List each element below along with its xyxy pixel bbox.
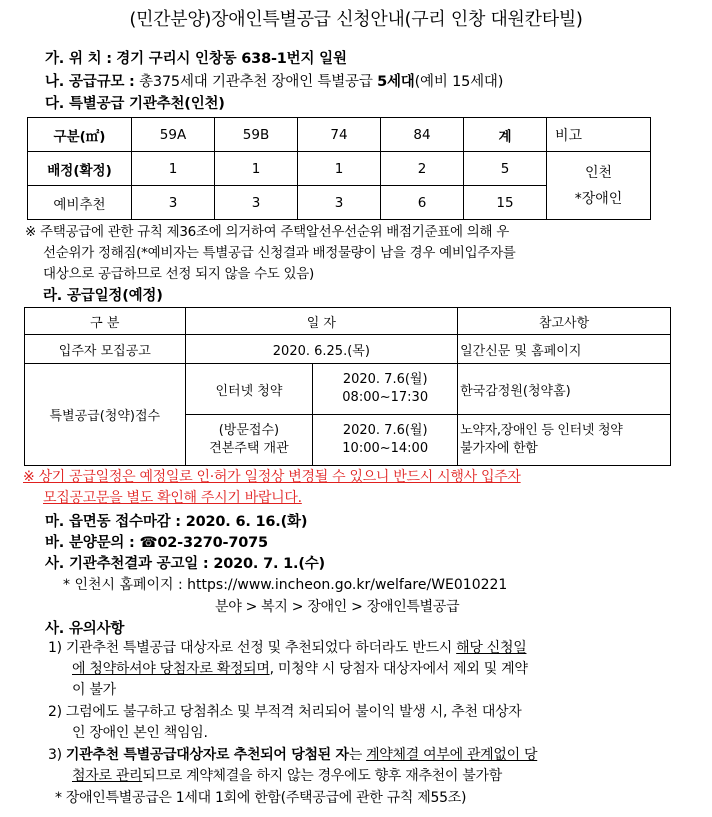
row-label: 특별공급(청약)접수 [25, 364, 186, 466]
header-cell: 59A [132, 118, 215, 152]
header-cell: 참고사항 [458, 308, 671, 335]
notice-underlined: 첨자로 관리 [72, 768, 143, 784]
header-cell: 74 [298, 118, 381, 152]
table-cell: 일간신문 및 홈페이지 [458, 335, 671, 364]
note-text: 불가자에 한함 [460, 441, 538, 456]
row-label: 배정(확정) [28, 152, 132, 186]
notice-line [48, 637, 526, 657]
notice-underlined: 에 청약하셔야 당첨자로 확정되며 [72, 661, 270, 677]
table-cell: 1 [132, 152, 215, 186]
table-cell: 3 [215, 186, 298, 220]
scale-strong: 5세대 [377, 74, 415, 90]
table-cell: 6 [381, 186, 464, 220]
notice-line: 이 불가 [72, 682, 116, 698]
row-label: 입주자 모집공고 [25, 335, 186, 364]
notice-text: 3) [48, 747, 66, 763]
time-text: 10:00~14:00 [342, 441, 429, 456]
table-cell: 15 [464, 186, 547, 220]
warning-line: ※ 상기 공급일정은 예정일로 인·허가 일정상 변경될 수 있으니 반드시 시행사 입주자 [23, 469, 521, 485]
date-cell [313, 364, 458, 415]
location-label: 가. 위 치 : [45, 51, 112, 67]
notice-underlined: 해당 신청일 [456, 640, 527, 656]
table-cell: 2 [381, 152, 464, 186]
header-cell: 84 [381, 118, 464, 152]
scale-label: 나. 공급규모 : [45, 74, 135, 90]
note-line: 선순위가 정해짐(*예비자는 특별공급 신청결과 배정물량이 남을 경우 예비입주자를 [43, 245, 516, 261]
notice-text: , 미청약 시 당첨자 대상자에서 제외 및 계약 [269, 661, 528, 677]
table-row [25, 335, 671, 364]
deadline-line: 마. 읍면동 접수마감 : 2020. 6. 16.(화) [45, 514, 308, 530]
date-text: 2020. 7.6(월) [342, 372, 428, 387]
remark-cell: 인천 *장애인 [547, 152, 651, 220]
location-line [45, 47, 347, 68]
method-text: (방문접수) [218, 423, 280, 438]
phone-icon: ☎ [139, 535, 158, 551]
scale-line [45, 70, 503, 91]
inquiry-phone: 02-3270-7075 [157, 535, 268, 551]
table-row [28, 152, 651, 186]
notice-line [72, 658, 528, 678]
header-cell: 계 [464, 118, 547, 152]
notice-line: 2) 그럼에도 불구하고 당첨취소 및 부적격 처리되어 불이익 발생 시, 추천 대상자 [48, 704, 522, 720]
table-cell: 2020. 6.25.(목) [185, 335, 458, 364]
note-line: ※ 주택공급에 관한 규칙 제36조에 의거하여 주택알선우선순위 배점기준표에 의해 우 [25, 224, 509, 240]
scale-prefix: 총375세대 기관추천 장애인 특별공급 [139, 74, 378, 90]
header-cell: 비고 [547, 118, 651, 152]
note-cell [458, 415, 671, 466]
page-title: (민간분양)장애인특별공급 신청안내(구리 인창 대원칸타빌) [129, 9, 583, 30]
note-line: 대상으로 공급하므로 선정 되지 않을 수도 있음) [43, 266, 314, 282]
time-text: 08:00~17:30 [342, 390, 429, 405]
header-cell: 일 자 [185, 308, 458, 335]
inquiry-line [45, 531, 268, 552]
allocation-table [27, 117, 651, 220]
table-row [28, 118, 651, 152]
date-text: 2020. 7.6(월) [342, 423, 428, 438]
table-row [25, 308, 671, 335]
breadcrumb: 분야 > 복지 > 장애인 > 장애인특별공급 [215, 599, 460, 615]
notice-text: 되므로 계약체결을 하지 않는 경우에도 향후 재추천이 불가함 [142, 768, 502, 784]
notice-bold: 기관추천 특별공급대상자로 추천되어 당첨된 자 [65, 747, 349, 763]
row-label: 예비추천 [28, 186, 132, 220]
header-cell: 구분(㎡) [28, 118, 132, 152]
date-cell [313, 415, 458, 466]
method-text: 견본주택 개관 [209, 441, 289, 456]
scale-suffix: (예비 15세대) [414, 74, 504, 90]
method-cell [185, 415, 313, 466]
notice-underlined: 계약체결 여부에 관계없이 당 [366, 747, 538, 763]
section-sa2: 사. 유의사항 [45, 621, 125, 637]
table-cell: 한국감정원(청약홈) [458, 364, 671, 415]
notice-line [72, 765, 502, 785]
warning-line: 모집공고문을 별도 확인해 주시기 바랍니다. [43, 490, 302, 506]
notice-line [48, 744, 537, 764]
notice-line: 인 장애인 본인 책임임. [72, 725, 208, 741]
website-line: * 인천시 홈페이지 : https://www.incheon.go.kr/welfare/WE010221 [63, 577, 508, 593]
inquiry-label: 바. 분양문의 : [45, 535, 140, 551]
section-ra: 라. 공급일정(예정) [43, 288, 163, 304]
table-row [25, 364, 671, 415]
announce-line: 사. 기관추천결과 공고일 : 2020. 7. 1.(수) [45, 556, 325, 572]
header-cell: 59B [215, 118, 298, 152]
schedule-table [24, 307, 671, 466]
table-cell: 5 [464, 152, 547, 186]
notice-text: 는 [348, 747, 367, 763]
section-da: 다. 특별공급 기관추천(인천) [45, 96, 225, 112]
table-cell: 1 [298, 152, 381, 186]
table-cell: 인터넷 청약 [185, 364, 313, 415]
notice-line: * 장애인특별공급은 1세대 1회에 한함(주택공급에 관한 규칙 제55조) [55, 790, 467, 806]
table-cell: 3 [298, 186, 381, 220]
table-cell: 1 [215, 152, 298, 186]
location-value: 경기 구리시 인창동 638-1번지 일원 [116, 51, 347, 67]
table-cell: 3 [132, 186, 215, 220]
header-cell: 구 분 [25, 308, 186, 335]
note-text: 노약자,장애인 등 인터넷 청약 [460, 423, 623, 438]
notice-text: 1) 기관추천 특별공급 대상자로 선정 및 추천되었다 하더라도 반드시 [48, 640, 457, 656]
